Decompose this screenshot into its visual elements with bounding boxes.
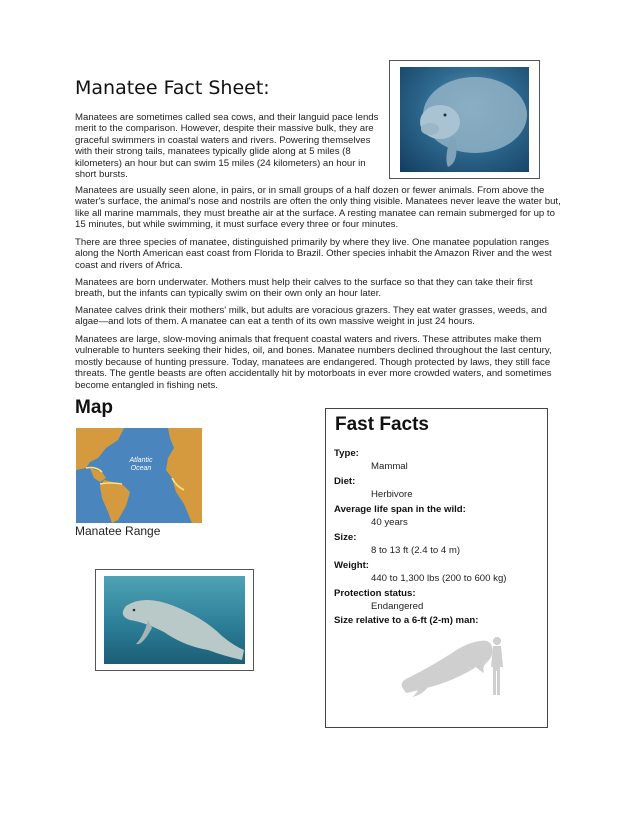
map-ocean-label-line1: Atlantic <box>129 457 153 464</box>
fact-size-relative <box>334 615 478 626</box>
fact-life-span <box>334 504 466 528</box>
paragraph-threats: Manatees are large, slow-moving animals that frequent coastal waters and rivers. These attributes make them vulnerable to hunters seeking their hides, oil, and bones. Manatee numbers declined throughout the last century, mostly because of hunting pressure. Today, manatees are endangered. Though protected by laws, they still face threats. The gentle beasts are often accidentally hit by motorboats in ever more crowded waters, and sometimes become entangled in fishing nets. <box>75 334 552 391</box>
fact-label: Average life span in the wild: <box>334 504 466 515</box>
manatee-photo-bottom <box>95 569 254 671</box>
fact-label: Size: <box>334 532 357 543</box>
fast-facts-panel <box>325 408 548 728</box>
page-title: Manatee Fact Sheet: <box>75 77 270 99</box>
fact-label: Diet: <box>334 476 356 487</box>
fact-value: Endangered <box>371 601 424 612</box>
map-caption: Manatee Range <box>75 524 161 538</box>
size-comparison-silhouette <box>396 627 516 697</box>
map-heading: Map <box>75 397 113 418</box>
map-ocean-label-line2: Ocean <box>130 465 152 472</box>
fact-value: 8 to 13 ft (2.4 to 4 m) <box>371 545 461 556</box>
range-map <box>76 428 202 523</box>
fact-protection-status <box>334 588 423 612</box>
fast-facts-title: Fast Facts <box>335 414 429 435</box>
fact-label: Weight: <box>334 560 369 571</box>
fact-label: Protection status: <box>334 588 416 599</box>
paragraph-birth: Manatees are born underwater. Mothers must help their calves to the surface so that they can take their first breath, but the infants can typically swim on their own only an hour later. <box>75 277 533 300</box>
paragraph-intro: Manatees are sometimes called sea cows, and their languid pace lends merit to the comparison. However, despite their massive bulk, they are graceful swimmers in coastal waters and rivers. Powering themselves with their strong tails, manatees typically glide along at 5 miles (8 kilometers) an hour but can swim 15 miles (24 kilometers) an hour in short bursts. <box>75 112 379 181</box>
fact-type <box>334 448 408 472</box>
paragraph-behavior: Manatees are usually seen alone, in pairs, or in small groups of a half dozen or fewer animals. From above the water's surface, the animal's nose and nostrils are often the only thing visible. Manatees never leave the water but, like all marine mammals, they must breathe air at the surface. A resting manatee can remain submerged for up to 15 minutes, but while swimming, it must surface every three or four minutes. <box>75 185 561 231</box>
paragraph-species: There are three species of manatee, distinguished primarily by where they live. One manatee population ranges along the North American east coast from Florida to Brazil. Other species inhabit the Amazon River and the west coast and rivers of Africa. <box>75 237 552 271</box>
fact-label: Type: <box>334 448 359 459</box>
fact-value: 40 years <box>371 517 408 528</box>
fact-value: Mammal <box>371 461 408 472</box>
fact-size <box>334 532 460 556</box>
fact-value: Herbivore <box>371 489 413 500</box>
manatee-photo-top <box>389 60 540 179</box>
fact-value: 440 to 1,300 lbs (200 to 600 kg) <box>371 573 507 584</box>
fact-label: Size relative to a 6-ft (2-m) man: <box>334 615 479 626</box>
fact-diet <box>334 476 413 500</box>
fact-weight <box>334 560 506 584</box>
paragraph-diet: Manatee calves drink their mothers' milk, but adults are voracious grazers. They eat water grasses, weeds, and algae—and lots of them. A manatee can eat a tenth of its own massive weight in just 24 hours. <box>75 305 547 328</box>
